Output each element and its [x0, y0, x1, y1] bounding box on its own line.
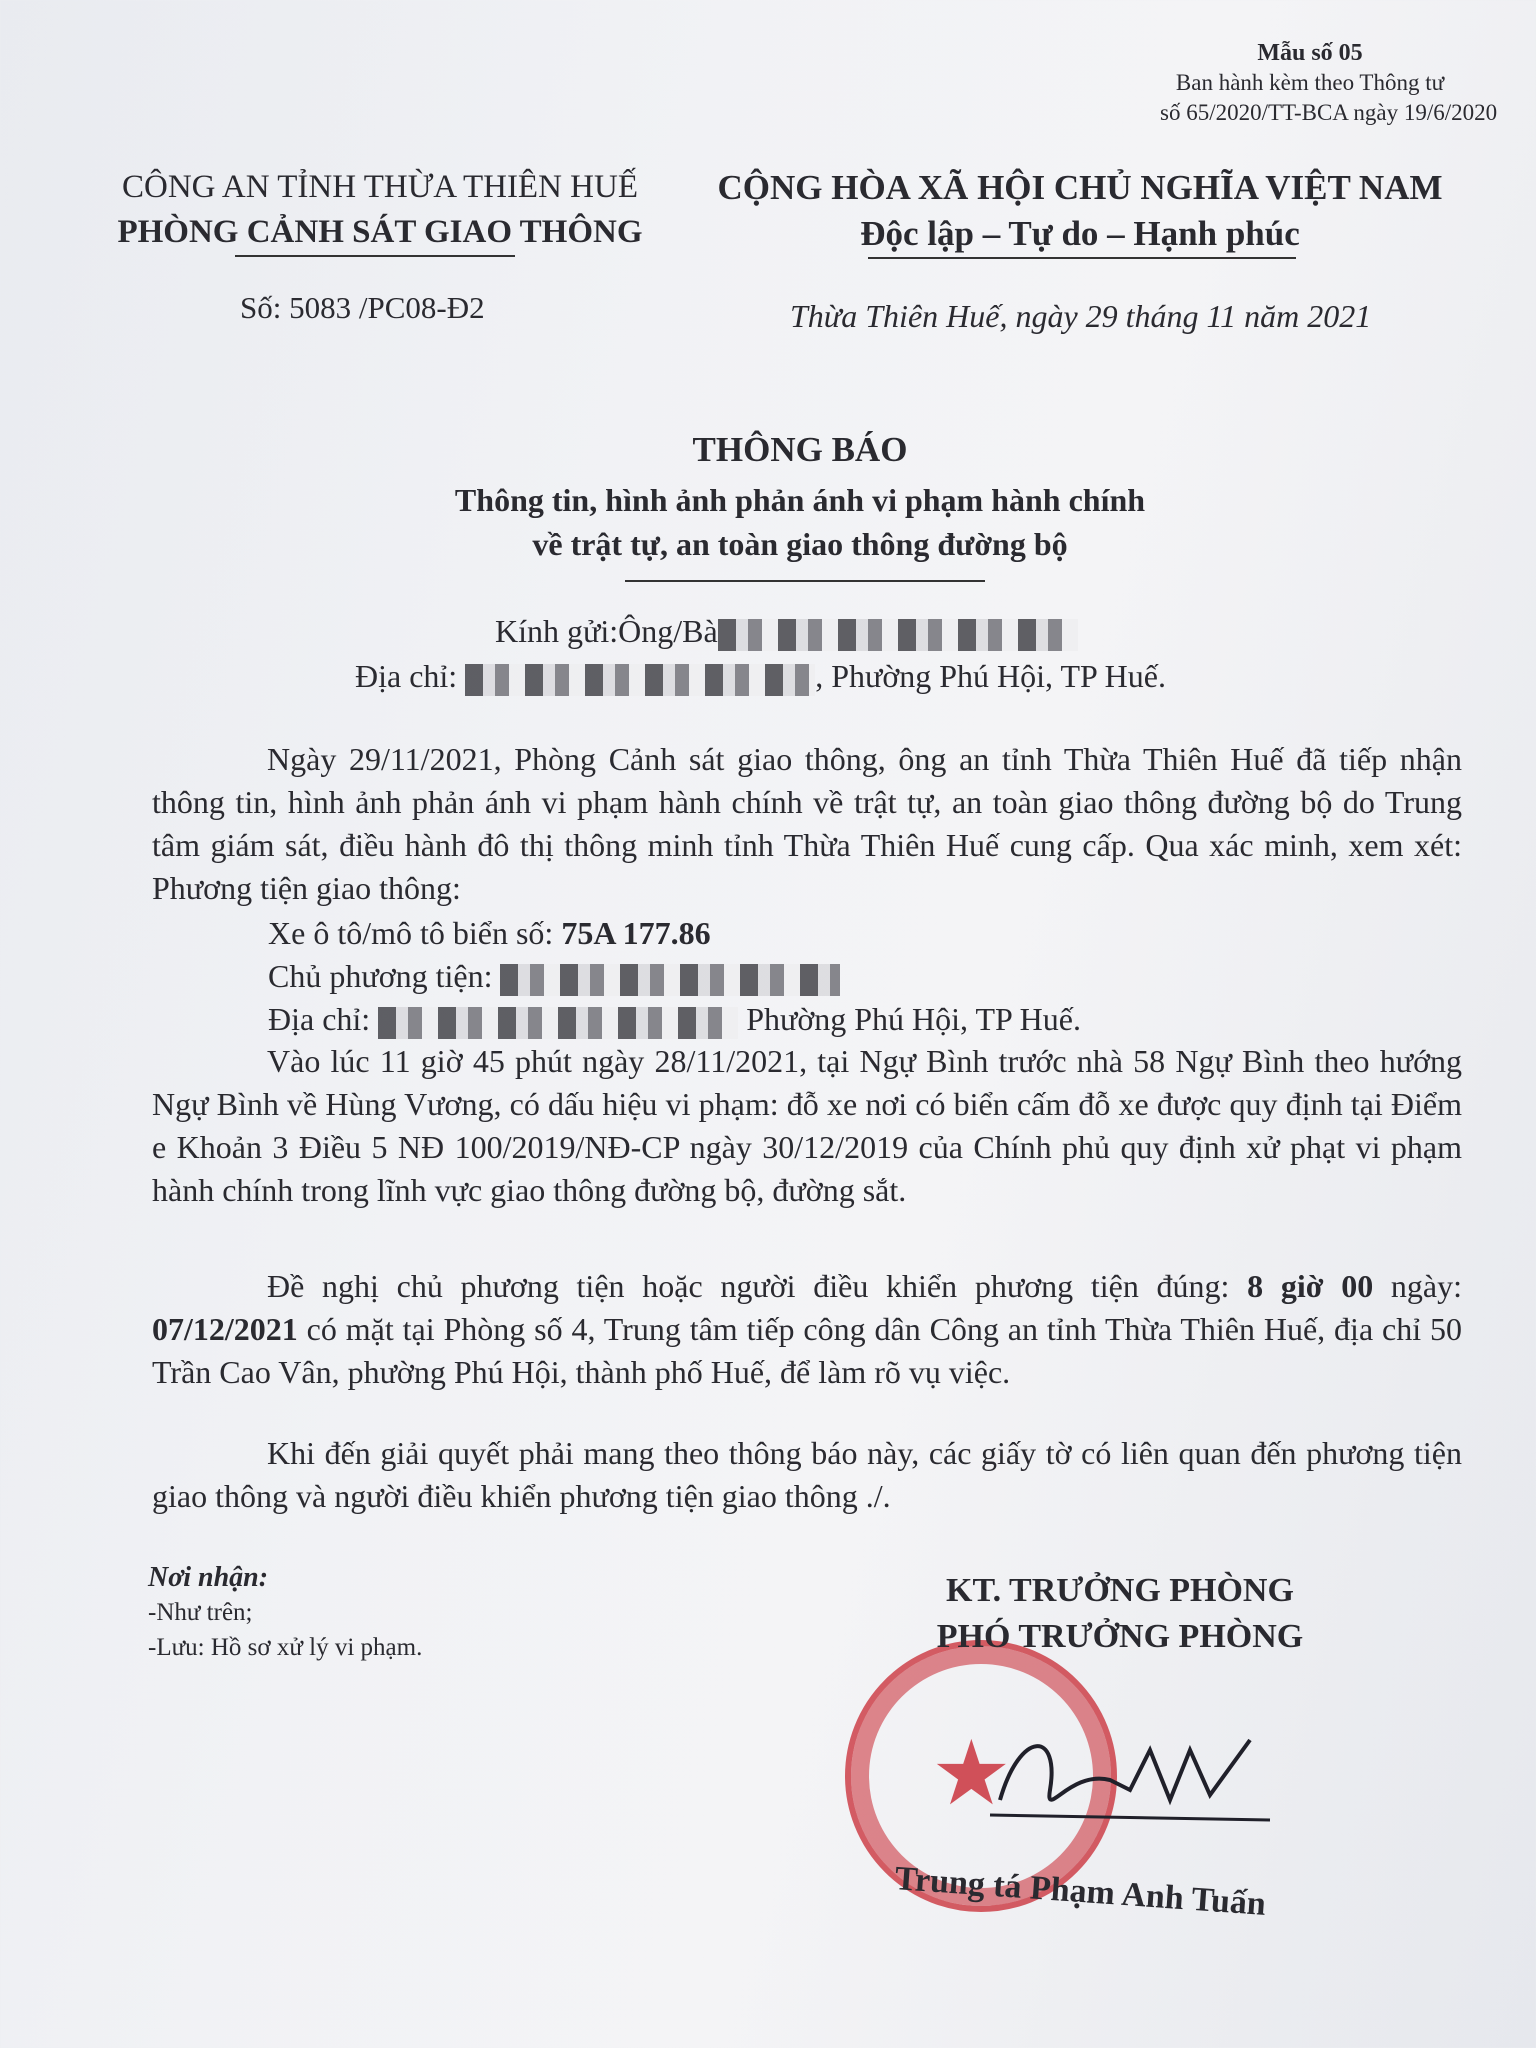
appointment-time: 8 giờ 00 [1247, 1268, 1374, 1304]
department-name: PHÒNG CẢNH SÁT GIAO THÔNG [117, 214, 643, 250]
national-motto: Độc lập – Tự do – Hạnh phúc [860, 214, 1300, 253]
redacted-owner-address [378, 1007, 738, 1039]
recipient-2: -Lưu: Hồ sơ xử lý vi phạm. [148, 1634, 423, 1661]
request-text-b: ngày: [1373, 1268, 1463, 1304]
redacted-owner [500, 964, 840, 996]
subtitle-line-2: về trật tự, an toàn giao thông đường bộ [532, 526, 1068, 562]
nation-name: CỘNG HÒA XÃ HỘI CHỦ NGHĨA VIỆT NAM [717, 168, 1443, 207]
document-subtitle [0, 478, 1536, 566]
paragraph-request [152, 1265, 1462, 1394]
recipient-1: -Như trên; [148, 1599, 253, 1626]
recipients-block [148, 1560, 422, 1665]
address-label: Địa chỉ: [355, 658, 458, 694]
address-tail: , Phường Phú Hội, TP Huế. [815, 658, 1166, 694]
seal-star-icon: ★ [931, 1725, 1012, 1824]
authority-underline [235, 255, 515, 257]
document-title: THÔNG BÁO [692, 430, 908, 469]
paragraph-receipt: Ngày 29/11/2021, Phòng Cảnh sát giao thông, ông an tỉnh Thừa Thiên Huế đã tiếp nhận thông tin, hình ảnh phản ánh vi phạm hành chính về trật tự, an toàn giao thông đường bộ do Trung tâm giám sát, điều hành đô thị thông minh tỉnh Thừa Thiên Huế cung cấp. Qua xác minh, xem xét: Phương tiện giao thông: [152, 741, 1462, 906]
paragraph-violation: Vào lúc 11 giờ 45 phút ngày 28/11/2021, tại Ngự Bình trước nhà 58 Ngự Bình theo hướng Ngự Bình về Hùng Vương, có dấu hiệu vi phạm: đỗ xe nơi có biển cấm đỗ xe được quy định tại Điểm e Khoản 3 Điều 5 NĐ 100/2019/NĐ-CP ngày 30/12/2019 của Chính phủ quy định xử phạt vi phạm hành chính trong lĩnh vực giao thông đường bộ, đường sắt. [152, 1043, 1462, 1208]
national-header [690, 165, 1470, 257]
signer-name: Trung tá Phạm Anh Tuấn [893, 1860, 1268, 1923]
plate-label: Xe ô tô/mô tô biển số: [268, 915, 562, 951]
owner-address-label: Địa chỉ: [268, 1001, 371, 1037]
form-issuance-line: Ban hành kèm theo Thông tư [1175, 70, 1445, 95]
form-number-block [1160, 38, 1498, 128]
authority-name: CÔNG AN TỈNH THỪA THIÊN HUẾ [121, 169, 638, 205]
addressee-label: Kính gửi:Ông/Bà [495, 613, 718, 649]
addressee-address-line [355, 655, 1166, 697]
recipients-heading: Nơi nhận: [148, 1562, 269, 1593]
signature-title-2: PHÓ TRƯỞNG PHÒNG [936, 1618, 1304, 1655]
document-number: Số: 5083 /PC08-Đ2 [240, 290, 485, 325]
redacted-address [465, 664, 815, 696]
plate-number: 75A 177.86 [561, 915, 711, 951]
owner-address-tail: Phường Phú Hội, TP Huế. [746, 1001, 1081, 1037]
signature-block [880, 1568, 1360, 1660]
request-text-a: Đề nghị chủ phương tiện hoặc người điều khiển phương tiện đúng: [267, 1268, 1248, 1304]
form-number: Mẫu số 05 [1257, 40, 1363, 66]
owner-line [268, 955, 840, 997]
redacted-name [718, 619, 1078, 651]
signature-title-1: KT. TRƯỞNG PHÒNG [946, 1572, 1294, 1609]
title-underline [625, 580, 985, 582]
request-text-c: có mặt tại Phòng số 4, Trung tâm tiếp công dân Công an tỉnh Thừa Thiên Huế, địa chỉ 50 Trần Cao Vân, phường Phú Hội, thành phố Huế, để làm rõ vụ việc. [152, 1311, 1462, 1390]
owner-address-line [268, 998, 1081, 1040]
plate-line [268, 912, 711, 954]
handwritten-signature [980, 1710, 1280, 1840]
form-circular-line: số 65/2020/TT-BCA ngày 19/6/2020 [1160, 100, 1498, 125]
issuing-authority [90, 165, 670, 255]
paragraph-documents: Khi đến giải quyết phải mang theo thông báo này, các giấy tờ có liên quan đến phương tiện giao thông và người điều khiển phương tiện giao thông ./. [152, 1435, 1462, 1514]
addressee-line [495, 610, 1078, 652]
appointment-date: 07/12/2021 [152, 1311, 298, 1347]
subtitle-line-1: Thông tin, hình ảnh phản ánh vi phạm hành chính [454, 482, 1146, 518]
motto-underline [868, 257, 1296, 259]
document-date: Thừa Thiên Huế, ngày 29 tháng 11 năm 2021 [790, 298, 1372, 334]
owner-label: Chủ phương tiện: [268, 958, 493, 994]
